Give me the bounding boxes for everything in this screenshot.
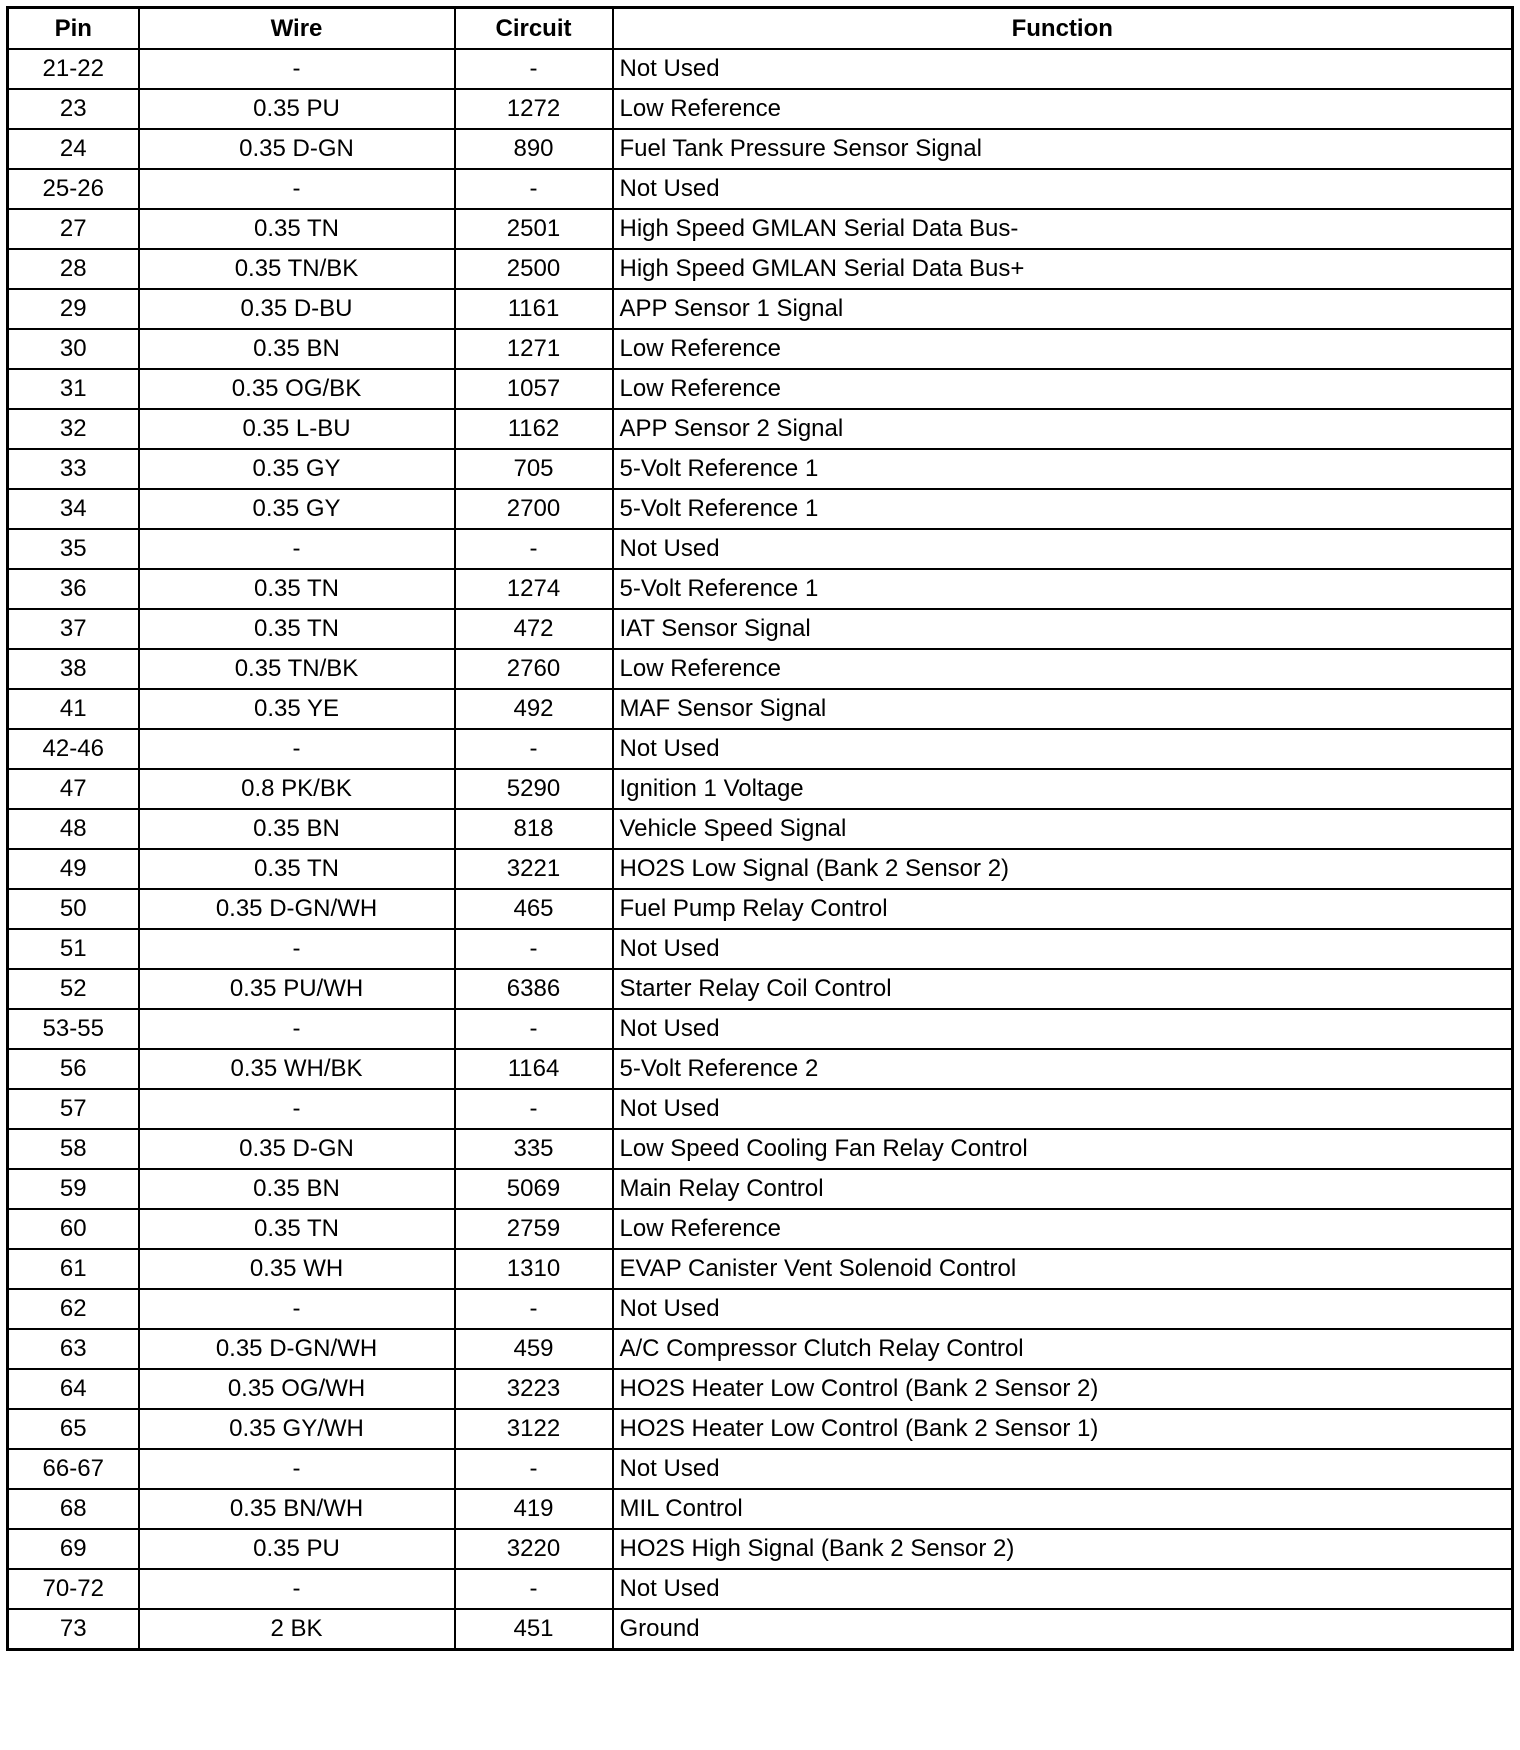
cell-circuit: 3122 bbox=[455, 1409, 613, 1449]
cell-pin: 58 bbox=[8, 1129, 139, 1169]
cell-function: Low Reference bbox=[613, 1209, 1513, 1249]
cell-wire: 0.35 TN bbox=[139, 569, 455, 609]
table-row bbox=[8, 449, 1513, 489]
cell-function: Not Used bbox=[613, 169, 1513, 209]
cell-circuit: 2700 bbox=[455, 489, 613, 529]
cell-circuit: 3221 bbox=[455, 849, 613, 889]
table-row bbox=[8, 1249, 1513, 1289]
table-row bbox=[8, 969, 1513, 1009]
cell-pin: 68 bbox=[8, 1489, 139, 1529]
table-row bbox=[8, 529, 1513, 569]
cell-circuit: 459 bbox=[455, 1329, 613, 1369]
cell-function: Not Used bbox=[613, 1569, 1513, 1609]
cell-wire: 0.35 BN bbox=[139, 809, 455, 849]
cell-function: Fuel Pump Relay Control bbox=[613, 889, 1513, 929]
table-row bbox=[8, 1369, 1513, 1409]
cell-pin: 42-46 bbox=[8, 729, 139, 769]
cell-circuit: 451 bbox=[455, 1609, 613, 1650]
cell-wire: 0.35 D-GN bbox=[139, 129, 455, 169]
cell-circuit: 1272 bbox=[455, 89, 613, 129]
table-row bbox=[8, 929, 1513, 969]
cell-pin: 30 bbox=[8, 329, 139, 369]
cell-wire: - bbox=[139, 529, 455, 569]
table-row bbox=[8, 1529, 1513, 1569]
cell-pin: 49 bbox=[8, 849, 139, 889]
cell-pin: 62 bbox=[8, 1289, 139, 1329]
cell-function: 5-Volt Reference 1 bbox=[613, 569, 1513, 609]
cell-function: Low Reference bbox=[613, 369, 1513, 409]
cell-wire: 0.35 BN/WH bbox=[139, 1489, 455, 1529]
cell-function: Not Used bbox=[613, 1289, 1513, 1329]
cell-wire: 0.35 GY bbox=[139, 449, 455, 489]
cell-circuit: 1161 bbox=[455, 289, 613, 329]
cell-circuit: 1057 bbox=[455, 369, 613, 409]
cell-function: IAT Sensor Signal bbox=[613, 609, 1513, 649]
cell-function: 5-Volt Reference 2 bbox=[613, 1049, 1513, 1089]
cell-wire: - bbox=[139, 1089, 455, 1129]
cell-circuit: 472 bbox=[455, 609, 613, 649]
cell-circuit: - bbox=[455, 529, 613, 569]
cell-function: MAF Sensor Signal bbox=[613, 689, 1513, 729]
table-row bbox=[8, 1449, 1513, 1489]
cell-function: Low Reference bbox=[613, 649, 1513, 689]
table-row bbox=[8, 1609, 1513, 1650]
table-row bbox=[8, 1169, 1513, 1209]
cell-function: APP Sensor 1 Signal bbox=[613, 289, 1513, 329]
cell-wire: 0.35 PU bbox=[139, 89, 455, 129]
table-row bbox=[8, 609, 1513, 649]
table-row bbox=[8, 489, 1513, 529]
table-row bbox=[8, 409, 1513, 449]
cell-function: 5-Volt Reference 1 bbox=[613, 449, 1513, 489]
cell-function: MIL Control bbox=[613, 1489, 1513, 1529]
cell-circuit: 6386 bbox=[455, 969, 613, 1009]
cell-pin: 56 bbox=[8, 1049, 139, 1089]
table-row bbox=[8, 689, 1513, 729]
cell-function: Not Used bbox=[613, 1089, 1513, 1129]
cell-pin: 29 bbox=[8, 289, 139, 329]
cell-function: Not Used bbox=[613, 49, 1513, 89]
cell-pin: 61 bbox=[8, 1249, 139, 1289]
header-function: Function bbox=[613, 8, 1513, 50]
table-row bbox=[8, 49, 1513, 89]
table-row bbox=[8, 89, 1513, 129]
cell-pin: 73 bbox=[8, 1609, 139, 1650]
cell-function: Not Used bbox=[613, 529, 1513, 569]
cell-function: EVAP Canister Vent Solenoid Control bbox=[613, 1249, 1513, 1289]
cell-pin: 57 bbox=[8, 1089, 139, 1129]
cell-function: HO2S High Signal (Bank 2 Sensor 2) bbox=[613, 1529, 1513, 1569]
cell-circuit: 2759 bbox=[455, 1209, 613, 1249]
cell-circuit: 5290 bbox=[455, 769, 613, 809]
cell-pin: 37 bbox=[8, 609, 139, 649]
cell-circuit: - bbox=[455, 169, 613, 209]
cell-circuit: - bbox=[455, 1449, 613, 1489]
table-row bbox=[8, 1489, 1513, 1529]
cell-pin: 27 bbox=[8, 209, 139, 249]
cell-wire: 0.35 D-GN/WH bbox=[139, 889, 455, 929]
pinout-table bbox=[6, 6, 1514, 1651]
header-pin: Pin bbox=[8, 8, 139, 50]
cell-circuit: 335 bbox=[455, 1129, 613, 1169]
cell-wire: - bbox=[139, 49, 455, 89]
cell-wire: 0.35 D-GN bbox=[139, 1129, 455, 1169]
cell-circuit: 5069 bbox=[455, 1169, 613, 1209]
table-row bbox=[8, 289, 1513, 329]
cell-circuit: 3223 bbox=[455, 1369, 613, 1409]
cell-function: HO2S Low Signal (Bank 2 Sensor 2) bbox=[613, 849, 1513, 889]
cell-function: HO2S Heater Low Control (Bank 2 Sensor 1) bbox=[613, 1409, 1513, 1449]
table-row bbox=[8, 849, 1513, 889]
cell-circuit: 419 bbox=[455, 1489, 613, 1529]
cell-wire: 0.35 WH/BK bbox=[139, 1049, 455, 1089]
cell-function: Starter Relay Coil Control bbox=[613, 969, 1513, 1009]
cell-wire: 0.35 BN bbox=[139, 329, 455, 369]
table-row bbox=[8, 769, 1513, 809]
cell-function: HO2S Heater Low Control (Bank 2 Sensor 2) bbox=[613, 1369, 1513, 1409]
cell-function: High Speed GMLAN Serial Data Bus+ bbox=[613, 249, 1513, 289]
table-row bbox=[8, 1049, 1513, 1089]
cell-circuit: 2500 bbox=[455, 249, 613, 289]
cell-wire: 0.35 OG/BK bbox=[139, 369, 455, 409]
header-row bbox=[8, 8, 1513, 50]
cell-circuit: - bbox=[455, 1009, 613, 1049]
cell-wire: 0.35 TN bbox=[139, 849, 455, 889]
cell-wire: 0.35 L-BU bbox=[139, 409, 455, 449]
cell-wire: 0.35 D-GN/WH bbox=[139, 1329, 455, 1369]
cell-pin: 53-55 bbox=[8, 1009, 139, 1049]
table-row bbox=[8, 129, 1513, 169]
cell-function: Fuel Tank Pressure Sensor Signal bbox=[613, 129, 1513, 169]
cell-wire: - bbox=[139, 1289, 455, 1329]
cell-circuit: 1274 bbox=[455, 569, 613, 609]
cell-wire: 0.8 PK/BK bbox=[139, 769, 455, 809]
cell-circuit: 2760 bbox=[455, 649, 613, 689]
table-header bbox=[8, 8, 1513, 50]
cell-wire: 0.35 TN bbox=[139, 1209, 455, 1249]
header-wire: Wire bbox=[139, 8, 455, 50]
table-row bbox=[8, 1329, 1513, 1369]
table-row bbox=[8, 1129, 1513, 1169]
cell-circuit: - bbox=[455, 49, 613, 89]
cell-pin: 33 bbox=[8, 449, 139, 489]
cell-circuit: 1162 bbox=[455, 409, 613, 449]
cell-function: Not Used bbox=[613, 1449, 1513, 1489]
table-row bbox=[8, 169, 1513, 209]
cell-pin: 24 bbox=[8, 129, 139, 169]
cell-pin: 25-26 bbox=[8, 169, 139, 209]
cell-circuit: 3220 bbox=[455, 1529, 613, 1569]
cell-wire: 0.35 TN/BK bbox=[139, 649, 455, 689]
cell-pin: 63 bbox=[8, 1329, 139, 1369]
cell-wire: 0.35 GY bbox=[139, 489, 455, 529]
cell-circuit: 465 bbox=[455, 889, 613, 929]
cell-function: Low Reference bbox=[613, 329, 1513, 369]
cell-circuit: 492 bbox=[455, 689, 613, 729]
cell-wire: 0.35 GY/WH bbox=[139, 1409, 455, 1449]
table-row bbox=[8, 1569, 1513, 1609]
cell-pin: 21-22 bbox=[8, 49, 139, 89]
cell-circuit: 2501 bbox=[455, 209, 613, 249]
cell-pin: 69 bbox=[8, 1529, 139, 1569]
cell-wire: 0.35 D-BU bbox=[139, 289, 455, 329]
cell-function: Low Speed Cooling Fan Relay Control bbox=[613, 1129, 1513, 1169]
cell-pin: 48 bbox=[8, 809, 139, 849]
cell-function: Ground bbox=[613, 1609, 1513, 1650]
cell-pin: 41 bbox=[8, 689, 139, 729]
cell-wire: - bbox=[139, 169, 455, 209]
cell-pin: 50 bbox=[8, 889, 139, 929]
table-row bbox=[8, 1289, 1513, 1329]
cell-wire: 0.35 OG/WH bbox=[139, 1369, 455, 1409]
cell-function: Vehicle Speed Signal bbox=[613, 809, 1513, 849]
cell-wire: 0.35 TN bbox=[139, 609, 455, 649]
cell-wire: - bbox=[139, 1009, 455, 1049]
table-row bbox=[8, 1009, 1513, 1049]
cell-circuit: 1310 bbox=[455, 1249, 613, 1289]
cell-circuit: - bbox=[455, 929, 613, 969]
cell-wire: 0.35 TN/BK bbox=[139, 249, 455, 289]
cell-wire: 2 BK bbox=[139, 1609, 455, 1650]
cell-pin: 64 bbox=[8, 1369, 139, 1409]
cell-pin: 32 bbox=[8, 409, 139, 449]
cell-circuit: - bbox=[455, 729, 613, 769]
table-row bbox=[8, 649, 1513, 689]
cell-circuit: 818 bbox=[455, 809, 613, 849]
cell-function: APP Sensor 2 Signal bbox=[613, 409, 1513, 449]
cell-pin: 65 bbox=[8, 1409, 139, 1449]
table-row bbox=[8, 1409, 1513, 1449]
cell-circuit: 1164 bbox=[455, 1049, 613, 1089]
table-row bbox=[8, 1089, 1513, 1129]
cell-function: Not Used bbox=[613, 929, 1513, 969]
cell-function: High Speed GMLAN Serial Data Bus- bbox=[613, 209, 1513, 249]
cell-pin: 66-67 bbox=[8, 1449, 139, 1489]
cell-wire: 0.35 WH bbox=[139, 1249, 455, 1289]
cell-pin: 47 bbox=[8, 769, 139, 809]
cell-pin: 51 bbox=[8, 929, 139, 969]
cell-wire: - bbox=[139, 1569, 455, 1609]
table-row bbox=[8, 369, 1513, 409]
table-row bbox=[8, 889, 1513, 929]
cell-wire: - bbox=[139, 929, 455, 969]
cell-function: Not Used bbox=[613, 1009, 1513, 1049]
cell-pin: 31 bbox=[8, 369, 139, 409]
header-circuit: Circuit bbox=[455, 8, 613, 50]
cell-pin: 28 bbox=[8, 249, 139, 289]
cell-pin: 60 bbox=[8, 1209, 139, 1249]
cell-wire: - bbox=[139, 729, 455, 769]
cell-wire: 0.35 PU bbox=[139, 1529, 455, 1569]
table-row bbox=[8, 809, 1513, 849]
cell-wire: 0.35 TN bbox=[139, 209, 455, 249]
table-row bbox=[8, 209, 1513, 249]
cell-circuit: 890 bbox=[455, 129, 613, 169]
table-row bbox=[8, 569, 1513, 609]
cell-function: Main Relay Control bbox=[613, 1169, 1513, 1209]
cell-pin: 36 bbox=[8, 569, 139, 609]
cell-circuit: 705 bbox=[455, 449, 613, 489]
cell-pin: 59 bbox=[8, 1169, 139, 1209]
cell-function: Ignition 1 Voltage bbox=[613, 769, 1513, 809]
cell-circuit: - bbox=[455, 1289, 613, 1329]
cell-pin: 70-72 bbox=[8, 1569, 139, 1609]
cell-function: Not Used bbox=[613, 729, 1513, 769]
cell-pin: 52 bbox=[8, 969, 139, 1009]
cell-circuit: - bbox=[455, 1569, 613, 1609]
cell-pin: 34 bbox=[8, 489, 139, 529]
cell-pin: 23 bbox=[8, 89, 139, 129]
table-row bbox=[8, 249, 1513, 289]
table-row bbox=[8, 329, 1513, 369]
table-row bbox=[8, 1209, 1513, 1249]
cell-function: A/C Compressor Clutch Relay Control bbox=[613, 1329, 1513, 1369]
cell-wire: - bbox=[139, 1449, 455, 1489]
table-row bbox=[8, 729, 1513, 769]
cell-function: Low Reference bbox=[613, 89, 1513, 129]
cell-wire: 0.35 BN bbox=[139, 1169, 455, 1209]
cell-circuit: - bbox=[455, 1089, 613, 1129]
cell-function: 5-Volt Reference 1 bbox=[613, 489, 1513, 529]
cell-wire: 0.35 PU/WH bbox=[139, 969, 455, 1009]
cell-pin: 38 bbox=[8, 649, 139, 689]
cell-wire: 0.35 YE bbox=[139, 689, 455, 729]
cell-pin: 35 bbox=[8, 529, 139, 569]
cell-circuit: 1271 bbox=[455, 329, 613, 369]
table-body bbox=[8, 49, 1513, 1650]
